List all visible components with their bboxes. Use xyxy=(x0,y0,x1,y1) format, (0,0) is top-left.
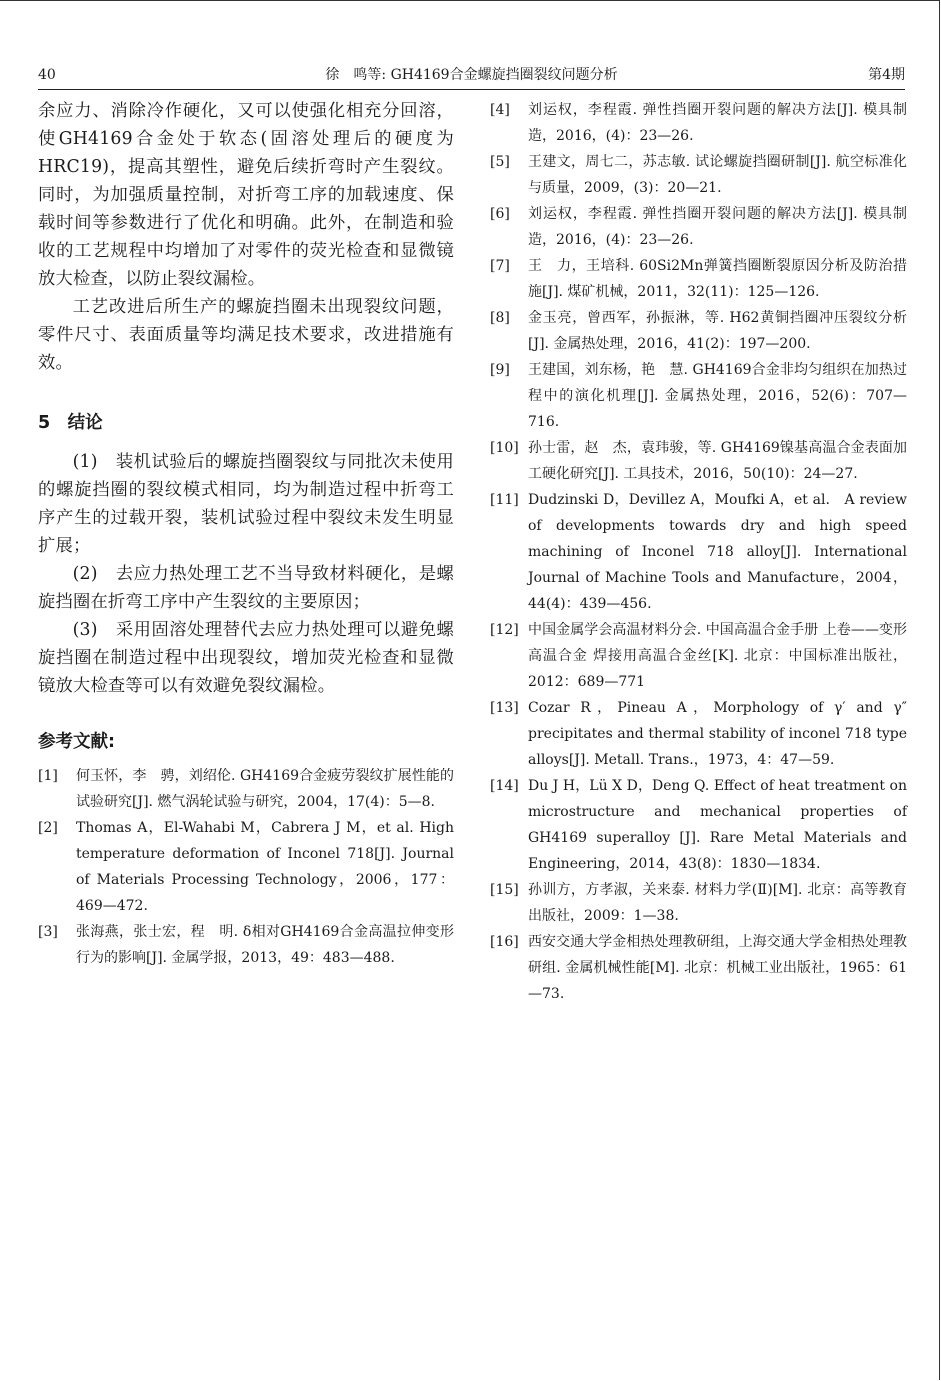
reference-number: [12] xyxy=(490,622,519,638)
right-column xyxy=(490,97,907,1007)
reference-text: 刘运权，李程霞. 弹性挡圈开裂问题的解决方法[J]. 模具制造，2016，(4)：23—26. xyxy=(528,102,907,144)
reference-text: Cozar R，Pineau A，Morphology of γ′ and γ″ precipitates and thermal stability of inconel 718 type alloys[J]. Metall. Trans.，1973，4：47—59. xyxy=(528,700,907,768)
reference-item xyxy=(490,305,907,357)
reference-item xyxy=(490,435,907,487)
reference-text: 王建文，周七二，苏志敏. 试论螺旋挡圈研制[J]. 航空标准化与质量，2009，(3)：20—21. xyxy=(528,154,907,196)
reference-text: Du J H，Lü X D，Deng Q. Effect of heat treatment on microstructure and mechanical properties of GH4169 superalloy [J]. Rare Metal Materials and Engineering，2014，43(8)：1830—1834. xyxy=(528,778,907,872)
reference-item xyxy=(490,253,907,305)
body-paragraph: 余应力、消除冷作硬化，又可以使强化相充分回溶，使GH4169合金处于软态(固溶处理后的硬度为HRC19)，提高其塑性，避免后续折弯时产生裂纹。同时，为加强质量控制，对折弯工序的加载速度、保载时间等参数进行了优化和明确。此外，在制造和验收的工艺规程中均增加了对零件的荧光检查和显微镜放大检查，以防止裂纹漏检。 xyxy=(38,101,454,289)
reference-item xyxy=(490,357,907,435)
reference-item xyxy=(490,617,907,695)
reference-item xyxy=(38,815,454,919)
conclusion-item: (2) 去应力热处理工艺不当导致材料硬化，是螺旋挡圈在折弯工序中产生裂纹的主要原因； xyxy=(38,564,454,612)
section-title: 5 结论 xyxy=(38,413,103,433)
reference-item xyxy=(38,919,454,971)
reference-item xyxy=(490,149,907,201)
running-header xyxy=(38,64,905,86)
body-paragraph: 工艺改进后所生产的螺旋挡圈未出现裂纹问题，零件尺寸、表面质量等均满足技术要求，改进措施有效。 xyxy=(38,297,454,373)
reference-number: [7] xyxy=(490,258,510,274)
conclusion-item: (3) 采用固溶处理替代去应力热处理可以避免螺旋挡圈在制造过程中出现裂纹，增加荧光检查和显微镜放大检查等可以有效避免裂纹漏检。 xyxy=(38,620,454,696)
reference-text: 孙士雷，赵 杰，袁玮骏，等. GH4169镍基高温合金表面加工硬化研究[J]. 工具技术，2016，50(10)：24—27. xyxy=(528,440,907,482)
reference-text: 张海燕，张士宏，程 明. δ相对GH4169合金高温拉伸变形行为的影响[J]. 金属学报，2013，49：483—488. xyxy=(76,924,454,966)
references-title: 参考文献: xyxy=(38,732,115,752)
reference-item xyxy=(490,877,907,929)
reference-number: [2] xyxy=(38,820,58,836)
reference-number: [1] xyxy=(38,768,58,784)
reference-item xyxy=(490,97,907,149)
reference-text: 刘运权，李程霞. 弹性挡圈开裂问题的解决方法[J]. 模具制造，2016，(4)：23—26. xyxy=(528,206,907,248)
reference-text: 西安交通大学金相热处理教研组，上海交通大学金相热处理教研组. 金属机械性能[M]. 北京：机械工业出版社，1965：61—73. xyxy=(528,934,907,1002)
reference-number: [5] xyxy=(490,154,510,170)
reference-number: [10] xyxy=(490,440,519,456)
running-title: 徐 鸣等: GH4169合金螺旋挡圈裂纹问题分析 xyxy=(325,67,618,83)
reference-item xyxy=(490,695,907,773)
left-column xyxy=(38,97,454,971)
page-number: 40 xyxy=(38,67,56,83)
conclusion-item: (1) 装机试验后的螺旋挡圈裂纹与同批次未使用的螺旋挡圈的裂纹模式相同，均为制造过程中折弯工序产生的过载开裂，装机试验过程中裂纹未发生明显扩展； xyxy=(38,452,454,556)
reference-text: 孙训方，方孝淑，关来泰. 材料力学(Ⅱ)[M]. 北京：高等教育出版社，2009：1—38. xyxy=(528,882,907,924)
reference-number: [15] xyxy=(490,882,519,898)
reference-number: [11] xyxy=(490,492,519,508)
reference-item xyxy=(38,763,454,815)
reference-item xyxy=(490,487,907,617)
reference-number: [6] xyxy=(490,206,510,222)
reference-number: [8] xyxy=(490,310,510,326)
reference-text: Dudzinski D，Devillez A，Moufki A，et al. A review of developments towards dry and high speed machining of Inconel 718 alloy[J]. International Journal of Machine Tools and Manufacture，2004，44(4)：439—456. xyxy=(528,492,907,612)
reference-number: [16] xyxy=(490,934,519,950)
reference-item xyxy=(490,929,907,1007)
reference-number: [13] xyxy=(490,700,519,716)
reference-number: [3] xyxy=(38,924,58,940)
reference-text: 何玉怀，李 骋，刘绍伦. GH4169合金疲劳裂纹扩展性能的试验研究[J]. 燃气涡轮试验与研究，2004，17(4)：5—8. xyxy=(76,768,454,810)
reference-number: [4] xyxy=(490,102,510,118)
reference-text: 王 力，王培科. 60Si2Mn弹簧挡圈断裂原因分析及防治措施[J]. 煤矿机械，2011，32(11)：125—126. xyxy=(528,258,907,300)
reference-item xyxy=(490,201,907,253)
header-rule xyxy=(38,89,905,90)
reference-text: 中国金属学会高温材料分会. 中国高温合金手册 上卷——变形高温合金 焊接用高温合金丝[K]. 北京：中国标准出版社，2012：689—771 xyxy=(528,622,907,690)
reference-text: 金玉亮，曾西军，孙振淋，等. H62黄铜挡圈冲压裂纹分析[J]. 金属热处理，2016，41(2)：197—200. xyxy=(528,310,907,352)
reference-text: Thomas A，El-Wahabi M，Cabrera J M，et al. High temperature deformation of Inconel 718[J]. Journal of Materials Processing Technology，2006，177：469—472. xyxy=(76,820,454,914)
issue-number: 第4期 xyxy=(868,67,905,83)
reference-text: 王建国，刘东杨，艳 慧. GH4169合金非均匀组织在加热过程中的演化机理[J]. 金属热处理，2016，52(6)：707—716. xyxy=(528,362,907,430)
reference-number: [9] xyxy=(490,362,510,378)
reference-item xyxy=(490,773,907,877)
reference-number: [14] xyxy=(490,778,519,794)
